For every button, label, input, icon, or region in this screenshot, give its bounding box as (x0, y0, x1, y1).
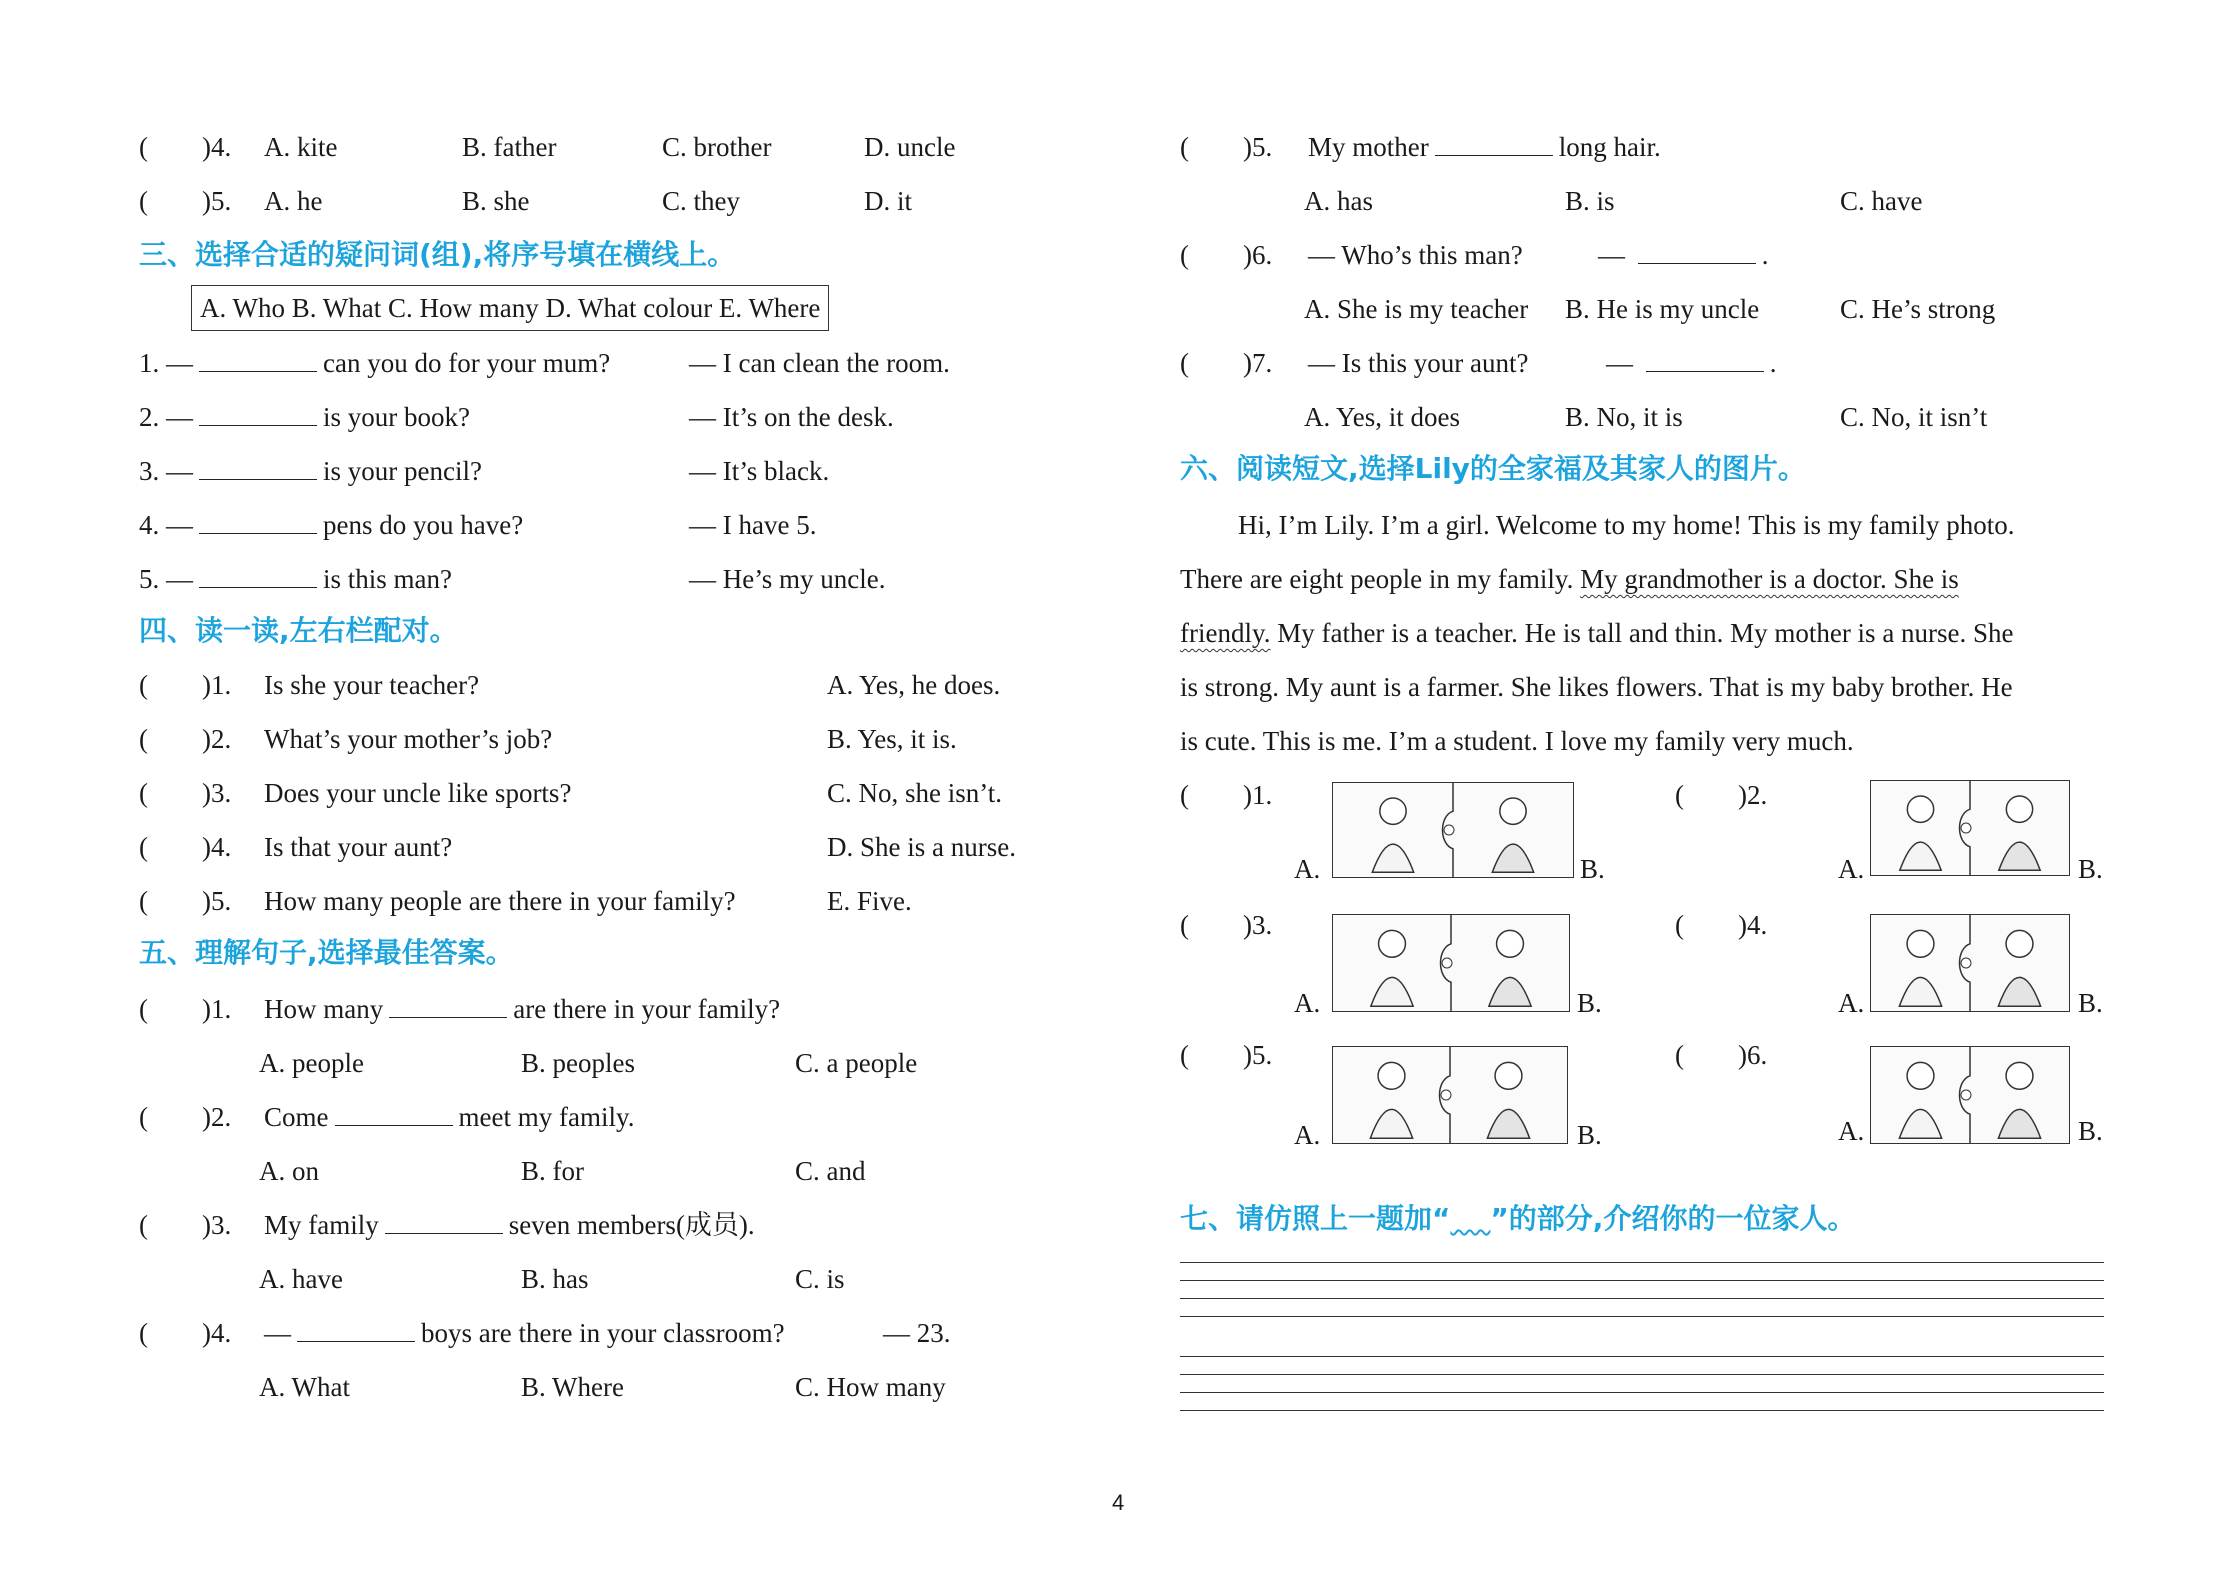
option-a: A. kite (264, 132, 338, 162)
figure-head (2006, 796, 2032, 822)
mc-question: — boys are there in your classroom? (264, 1306, 785, 1360)
figure-body (1899, 977, 1941, 1006)
passage-line: Hi, I’m Lily. I’m a girl. Welcome to my home! This is my family photo. (1238, 510, 2015, 540)
figure-head (1500, 798, 1526, 824)
answer-blank[interactable] (389, 989, 507, 1018)
pic-question-number: ( )3. (1180, 910, 1273, 940)
mc-question: My mother long hair. (1308, 120, 1661, 174)
answer-blank[interactable] (1435, 127, 1553, 156)
option-b: B. has (521, 1264, 589, 1294)
pic-label-b: B. (2078, 854, 2103, 884)
fill-row: 3. — is your pencil? (139, 444, 482, 498)
option-b: B. is (1565, 186, 1615, 216)
match-row: ( )4. (139, 832, 232, 862)
fill-row: 4. — pens do you have? (139, 498, 523, 552)
mc-question: How many are there in your family? (264, 982, 780, 1036)
pic-label-a: A. (1294, 854, 1321, 884)
page-number: 4 (1112, 1490, 1125, 1515)
match-answer: A. Yes, he does. (827, 670, 1001, 700)
option-d: D. it (864, 186, 913, 216)
section6-title: 六、阅读短文,选择Lily的全家福及其家人的图片。 (1180, 452, 1806, 485)
answer-blank[interactable] (385, 1205, 503, 1234)
word-bank-box: A. Who B. What C. How many D. What colour E. Where (191, 285, 829, 331)
figure-head (2006, 1062, 2033, 1089)
figure-head (1907, 1062, 1934, 1089)
section7-title: 七、请仿照上一题加“ ”的部分,介绍你的一位家人。 (1180, 1202, 1856, 1235)
match-answer: C. No, she isn’t. (827, 778, 1003, 808)
answer-blank[interactable] (297, 1313, 415, 1342)
figure-body (1999, 842, 2040, 870)
option-a: A. Yes, it does (1304, 402, 1461, 432)
puzzle-knob (1441, 1090, 1451, 1100)
answer-blank[interactable] (199, 397, 317, 426)
figure-body (1372, 844, 1413, 872)
passage-line: friendly. My father is a teacher. He is tall and thin. My mother is a nurse. She (1180, 618, 2014, 648)
figure-body (1900, 842, 1941, 870)
option-b: B. for (521, 1156, 584, 1186)
mc-row: ( )2. (139, 1102, 232, 1132)
match-question: How many people are there in your family? (264, 886, 736, 916)
wavy-mark (1450, 1209, 1490, 1233)
figure-body (1492, 844, 1533, 872)
option-a: A. people (259, 1048, 364, 1078)
option-b: B. father (462, 132, 557, 162)
mc-row: ( )7. (1180, 348, 1273, 378)
pic-question-number: ( )2. (1675, 780, 1768, 810)
mc-row: ( )4. (139, 1318, 232, 1348)
figure-body (1370, 1109, 1412, 1138)
puzzle-knob (1442, 958, 1452, 968)
match-answer: E. Five. (827, 886, 912, 916)
answer-text: — It’s on the desk. (689, 402, 894, 432)
writing-line[interactable] (1180, 1262, 2104, 1263)
figure-body (1998, 1109, 2040, 1138)
pic-question-number: ( )5. (1180, 1040, 1273, 1070)
option-a: A. She is my teacher (1304, 294, 1529, 324)
writing-line[interactable] (1180, 1374, 2104, 1375)
figure-head (1380, 798, 1406, 824)
passage-line: There are eight people in my family. My grandmother is a doctor. She is (1180, 564, 1959, 594)
answer-blank[interactable] (1646, 343, 1764, 372)
mc-row: ( )6. (1180, 240, 1273, 270)
figure-head (1907, 930, 1934, 957)
answer-blank[interactable] (199, 559, 317, 588)
option-b: B. she (462, 186, 530, 216)
answer-text: — He’s my uncle. (689, 564, 886, 594)
farmer-picture (1332, 1046, 1568, 1144)
figure-head (1379, 930, 1406, 957)
option-b: B. Where (521, 1372, 624, 1402)
figure-head (1495, 1062, 1522, 1089)
writing-line[interactable] (1180, 1316, 2104, 1317)
answer-blank[interactable] (1638, 235, 1756, 264)
children-picture (1870, 1046, 2070, 1144)
mc-question: — Who’s this man? (1308, 240, 1523, 270)
option-d: D. uncle (864, 132, 956, 162)
pic-question-number: ( )6. (1675, 1040, 1768, 1070)
option-c: C. brother (662, 132, 772, 162)
match-answer: D. She is a nurse. (827, 832, 1016, 862)
option-c: C. is (795, 1264, 845, 1294)
mc-answer-slot: — . (1606, 336, 1777, 390)
pic-question-number: ( )4. (1675, 910, 1768, 940)
figure-body (1899, 1109, 1941, 1138)
answer-blank[interactable] (199, 343, 317, 372)
mc-row: ( )1. (139, 994, 232, 1024)
writing-line[interactable] (1180, 1280, 2104, 1281)
section4-title: 四、读一读,左右栏配对。 (139, 614, 458, 647)
answer-text: — It’s black. (689, 456, 830, 486)
answer-blank[interactable] (335, 1097, 453, 1126)
mc-question: — Is this your aunt? (1308, 348, 1529, 378)
option-c: C. He’s strong (1840, 294, 1996, 324)
option-c: C. a people (795, 1048, 918, 1078)
answer-text: — 23. (883, 1318, 951, 1348)
option-a: A. on (259, 1156, 319, 1186)
figure-head (2006, 930, 2033, 957)
figure-head (1497, 930, 1524, 957)
match-answer: B. Yes, it is. (827, 724, 957, 754)
answer-text: — I can clean the room. (689, 348, 950, 378)
answer-blank[interactable] (199, 505, 317, 534)
illustration-svg (1871, 1047, 2069, 1143)
pic-label-a: A. (1838, 1116, 1865, 1146)
pic-label-a: A. (1838, 988, 1865, 1018)
mc-question: My family seven members(成员). (264, 1198, 755, 1252)
illustration-svg (1333, 915, 1569, 1011)
illustration-svg (1871, 781, 2069, 875)
match-question: Is she your teacher? (264, 670, 480, 700)
option-c: C. How many (795, 1372, 946, 1402)
pic-label-a: A. (1294, 988, 1321, 1018)
option-a: A. he (264, 186, 323, 216)
puzzle-knob (1961, 823, 1971, 833)
figure-body (1487, 1109, 1529, 1138)
match-question: What’s your mother’s job? (264, 724, 553, 754)
mc-answer-slot: — . (1598, 228, 1769, 282)
section3-title: 三、选择合适的疑问词(组),将序号填在横线上。 (139, 238, 736, 271)
pic-label-b: B. (1577, 1120, 1602, 1150)
figure-head (1378, 1062, 1405, 1089)
puzzle-knob (1444, 825, 1454, 835)
mc-row: ( )5. (1180, 132, 1273, 162)
match-row: ( )3. (139, 778, 232, 808)
pic-label-b: B. (2078, 988, 2103, 1018)
option-b: B. He is my uncle (1565, 294, 1760, 324)
option-a: A. has (1304, 186, 1373, 216)
fill-row: 1. — can you do for your mum? (139, 336, 610, 390)
pic-label-b: B. (2078, 1116, 2103, 1146)
fill-row: 2. — is your book? (139, 390, 470, 444)
passage-line: is cute. This is me. I’m a student. I love my family very much. (1180, 726, 1854, 756)
match-row: ( )2. (139, 724, 232, 754)
question-row: ( )4. (139, 132, 232, 162)
section5-title: 五、理解句子,选择最佳答案。 (139, 936, 514, 969)
driver-teacher-picture (1332, 914, 1570, 1012)
illustration-svg (1871, 915, 2069, 1011)
illustration-svg (1333, 1047, 1567, 1143)
option-a: A. What (259, 1372, 350, 1402)
writing-line[interactable] (1180, 1356, 2104, 1357)
pic-label-a: A. (1838, 854, 1865, 884)
pic-label-a: A. (1294, 1120, 1321, 1150)
answer-text: — I have 5. (689, 510, 817, 540)
doctor-teacher-picture (1870, 780, 2070, 876)
passage-line: is strong. My aunt is a farmer. She likes flowers. That is my baby brother. He (1180, 672, 2013, 702)
match-question: Does your uncle like sports? (264, 778, 572, 808)
figure-body (1371, 977, 1413, 1006)
puzzle-knob (1961, 1090, 1971, 1100)
figure-body (1998, 977, 2040, 1006)
writing-line[interactable] (1180, 1298, 2104, 1299)
option-c: C. have (1840, 186, 1923, 216)
pic-label-b: B. (1577, 988, 1602, 1018)
option-c: C. they (662, 186, 740, 216)
fill-row: 5. — is this man? (139, 552, 452, 606)
puzzle-knob (1961, 958, 1971, 968)
match-row: ( )5. (139, 886, 232, 916)
option-c: C. No, it isn’t (1840, 402, 1988, 432)
writing-line[interactable] (1180, 1392, 2104, 1393)
option-c: C. and (795, 1156, 866, 1186)
option-b: B. No, it is (1565, 402, 1683, 432)
figure-body (1489, 977, 1531, 1006)
wavy-underlined-text: My grandmother is a doctor. She is (1580, 564, 1959, 594)
answer-blank[interactable] (199, 451, 317, 480)
nurse-picture (1870, 914, 2070, 1012)
option-b: B. peoples (521, 1048, 635, 1078)
pic-question-number: ( )1. (1180, 780, 1273, 810)
option-a: A. have (259, 1264, 343, 1294)
family-photo-picture (1332, 782, 1574, 878)
illustration-svg (1333, 783, 1573, 877)
wavy-underlined-text: friendly. (1180, 618, 1271, 648)
mc-row: ( )3. (139, 1210, 232, 1240)
match-row: ( )1. (139, 670, 232, 700)
figure-head (1907, 796, 1933, 822)
question-row: ( )5. (139, 186, 232, 216)
mc-question: Come meet my family. (264, 1090, 634, 1144)
match-question: Is that your aunt? (264, 832, 453, 862)
pic-label-b: B. (1580, 854, 1605, 884)
writing-line[interactable] (1180, 1410, 2104, 1411)
